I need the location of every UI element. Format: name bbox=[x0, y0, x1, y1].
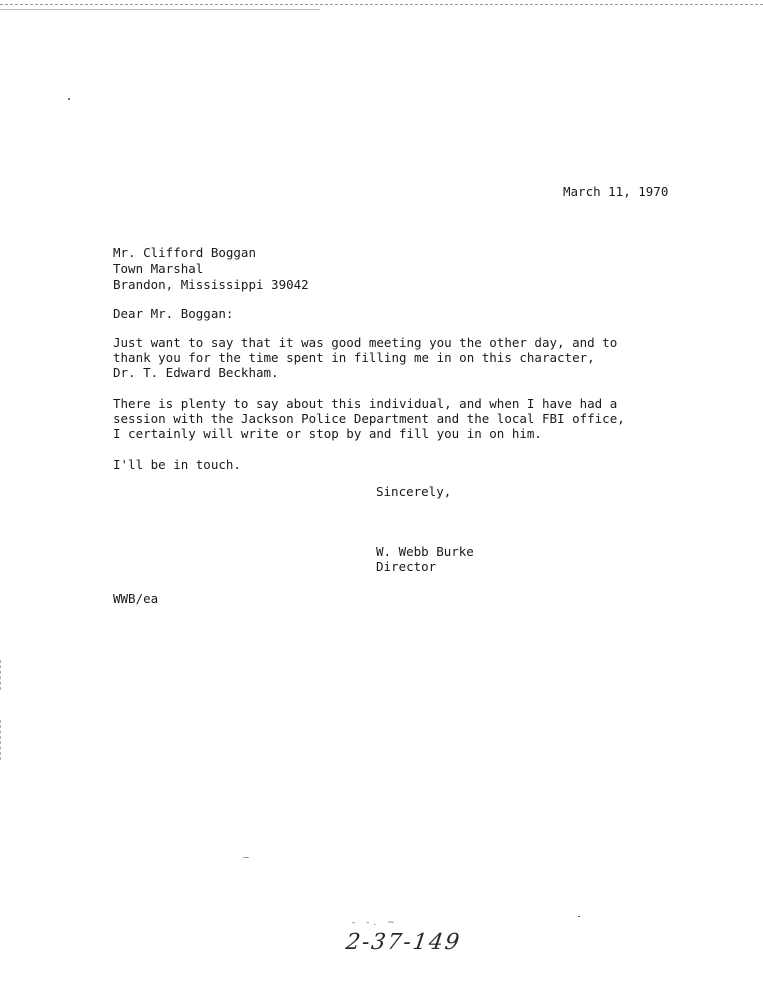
margin-punch-marks bbox=[0, 720, 4, 760]
scan-speck bbox=[578, 916, 580, 917]
scan-top-edge bbox=[0, 4, 763, 5]
paragraph-2-line-1: There is plenty to say about this individual, and when I have had a bbox=[113, 396, 618, 411]
recipient-city: Brandon, Mississippi 39042 bbox=[113, 277, 309, 292]
signature-title: Director bbox=[376, 559, 437, 574]
scan-speck bbox=[243, 857, 249, 858]
scan-top-edge-line bbox=[0, 9, 320, 10]
paragraph-3-line-1: I'll be in touch. bbox=[113, 457, 241, 472]
signature-name: W. Webb Burke bbox=[376, 544, 474, 559]
handwritten-mark: - -. ~ bbox=[352, 918, 399, 928]
letter-date: March 11, 1970 bbox=[563, 184, 669, 199]
scan-speck bbox=[68, 98, 70, 100]
handwritten-file-number: 2-37-149 bbox=[344, 930, 463, 955]
recipient-name: Mr. Clifford Boggan bbox=[113, 245, 256, 260]
paragraph-2-line-2: session with the Jackson Police Department and the local FBI office, bbox=[113, 411, 625, 426]
recipient-title: Town Marshal bbox=[113, 261, 204, 276]
margin-punch-marks bbox=[0, 660, 4, 690]
salutation: Dear Mr. Boggan: bbox=[113, 306, 234, 321]
paragraph-1-line-1: Just want to say that it was good meeting you the other day, and to bbox=[113, 335, 618, 350]
typist-initials: WWB/ea bbox=[113, 591, 159, 606]
paragraph-2-line-3: I certainly will write or stop by and fill you in on him. bbox=[113, 426, 542, 441]
paragraph-1-line-3: Dr. T. Edward Beckham. bbox=[113, 365, 279, 380]
paragraph-1-line-2: thank you for the time spent in filling me in on this character, bbox=[113, 350, 595, 365]
closing: Sincerely, bbox=[376, 484, 452, 499]
